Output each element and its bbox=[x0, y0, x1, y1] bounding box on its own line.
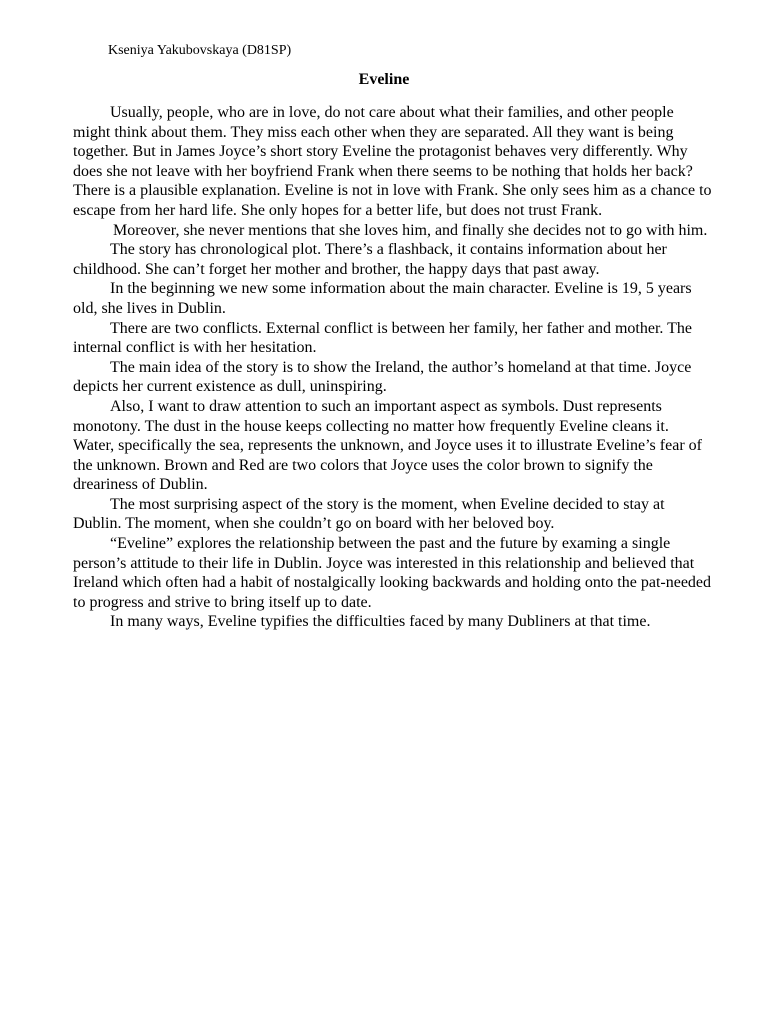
author-line: Kseniya Yakubovskaya (D81SP) bbox=[108, 43, 292, 58]
paragraph: The story has chronological plot. There’s a flashback, it contains information about her childhood. She can’t forget her mother and brother, the happy days that past away. bbox=[73, 241, 667, 278]
essay-body bbox=[73, 103, 713, 632]
paragraph: Usually, people, who are in love, do not care about what their families, and other people might think about them. They miss each other when they are separated. All they want is being together. But in James Joyce’s short story Eveline the protagonist behaves very differently. Why does she not leave with her boyfriend Frank when there seems to be nothing that holds her back? There is a plausible explanation. Eveline is not in love with Frank. She only sees him as a chance to escape from her hard life. She only hopes for a better life, but does not trust Frank. bbox=[73, 104, 712, 219]
paragraph: There are two conflicts. External conflict is between her family, her father and mother. The internal conflict is with her hesitation. bbox=[73, 319, 692, 357]
paragraph: “Eveline” explores the relationship between the past and the future by examing a single person’s attitude to their life in Dublin. Joyce was interested in this relationship and believed that Ireland which often had a habit of nostalgically looking backwards and holding onto the pat-needed to progress and strive to bring itself up to date. bbox=[73, 535, 712, 611]
paragraph: Moreover, she never mentions that she loves him, and finally she decides not to go with him. bbox=[113, 221, 708, 239]
paragraph: In many ways, Eveline typifies the difficulties faced by many Dubliners at that time. bbox=[110, 613, 651, 631]
paragraph: The main idea of the story is to show the Ireland, the author’s homeland at that time. Joyce depicts her current existence as dull, uninspiring. bbox=[73, 358, 692, 396]
document-title: Eveline bbox=[358, 71, 410, 88]
paragraph: The most surprising aspect of the story is the moment, when Eveline decided to stay at Dublin. The moment, when she couldn’t go on board with her beloved boy. bbox=[73, 495, 665, 533]
paragraph: In the beginning we new some information about the main character. Eveline is 19, 5 years old, she lives in Dublin. bbox=[73, 280, 692, 317]
paragraph: Also, I want to draw attention to such an important aspect as symbols. Dust represents monotony. The dust in the house keeps collecting no matter how frequently Eveline cleans it. Water, specifically the sea, represents the unknown, and Joyce uses it to illustrate Eveline’s fear of the unknown. Brown and Red are two colors that Joyce uses the color brown to signify the dreariness of Dublin. bbox=[73, 397, 702, 494]
